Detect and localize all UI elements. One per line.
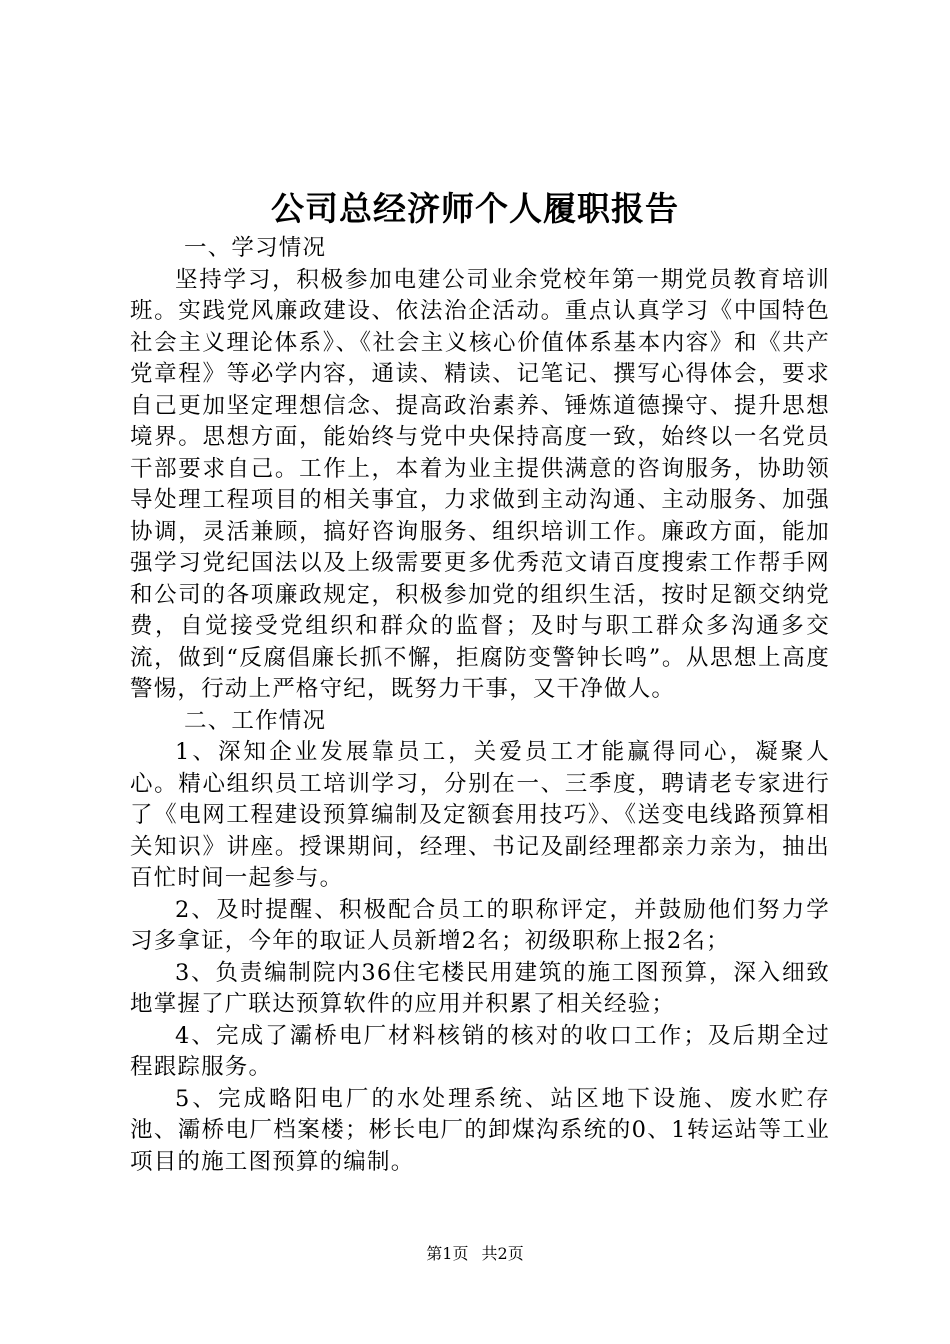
document-title: 公司总经济师个人履职报告 [271, 189, 679, 228]
page-total: 共2页 [481, 1244, 524, 1263]
section-heading-work: 二、工作情况 [184, 707, 327, 734]
work-item-1: 1、深知企业发展靠员工，关爱员工才能赢得同心，凝聚人心。精心组织员工培训学习，分别在一、三季度，聘请老专家进行了《电网工程建设预算编制及定额套用技巧》、《送变电线路预算相关知识》讲座。授课期间，经理、书记及副经理都亲力亲为，抽出百忙时间一起参与。 [130, 739, 830, 891]
page-footer [0, 1242, 950, 1266]
work-item-3: 3、负责编制院内36住宅楼民用建筑的施工图预算，深入细致地掌握了广联达预算软件的应用并积累了相关经验； [130, 959, 830, 1017]
section-heading-study: 一、学习情况 [184, 235, 327, 261]
work-item-2: 2、及时提醒、积极配合员工的职称评定，并鼓励他们努力学习多拿证，今年的取证人员新增2名；初级职称上报2名； [130, 896, 830, 954]
work-item-4: 4、完成了灞桥电厂材料核销的核对的收口工作；及后期全过程跟踪服务。 [130, 1022, 830, 1080]
document-body [130, 233, 830, 1178]
work-item-5: 5、完成略阳电厂的水处理系统、站区地下设施、废水贮存池、灞桥电厂档案楼；彬长电厂的卸煤沟系统的0、1转运站等工业项目的施工图预算的编制。 [130, 1085, 830, 1175]
study-paragraph: 坚持学习，积极参加电建公司业余党校年第一期党员教育培训班。实践党风廉政建设、依法治企活动。重点认真学习《中国特色社会主义理论体系》、《社会主义核心价值体系基本内容》和《共产党章程》等必学内容，通读、精读、记笔记、撰写心得体会，要求自己更加坚定理想信念、提高政治素养、锤炼道德操守、提升思想境界。思想方面，能始终与党中央保持高度一致，始终以一名党员干部要求自己。工作上，本着为业主提供满意的咨询服务，协助领导处理工程项目的相关事宜，力求做到主动沟通、主动服务、加强协调，灵活兼顾，搞好咨询服务、组织培训工作。廉政方面，能加强学习党纪国法以及上级需要更多优秀范文请百度搜索工作帮手网和公司的各项廉政规定，积极参加党的组织生活，按时足额交纳党费，自觉接受党组织和群众的监督；及时与职工群众多沟通多交流，做到“反腐倡廉长抓不懈，拒腐防变警钟长鸣”。从思想上高度警惕，行动上严格守纪，既努力干事，又干净做人。 [130, 266, 830, 702]
page-number: 第1页 [426, 1244, 469, 1263]
